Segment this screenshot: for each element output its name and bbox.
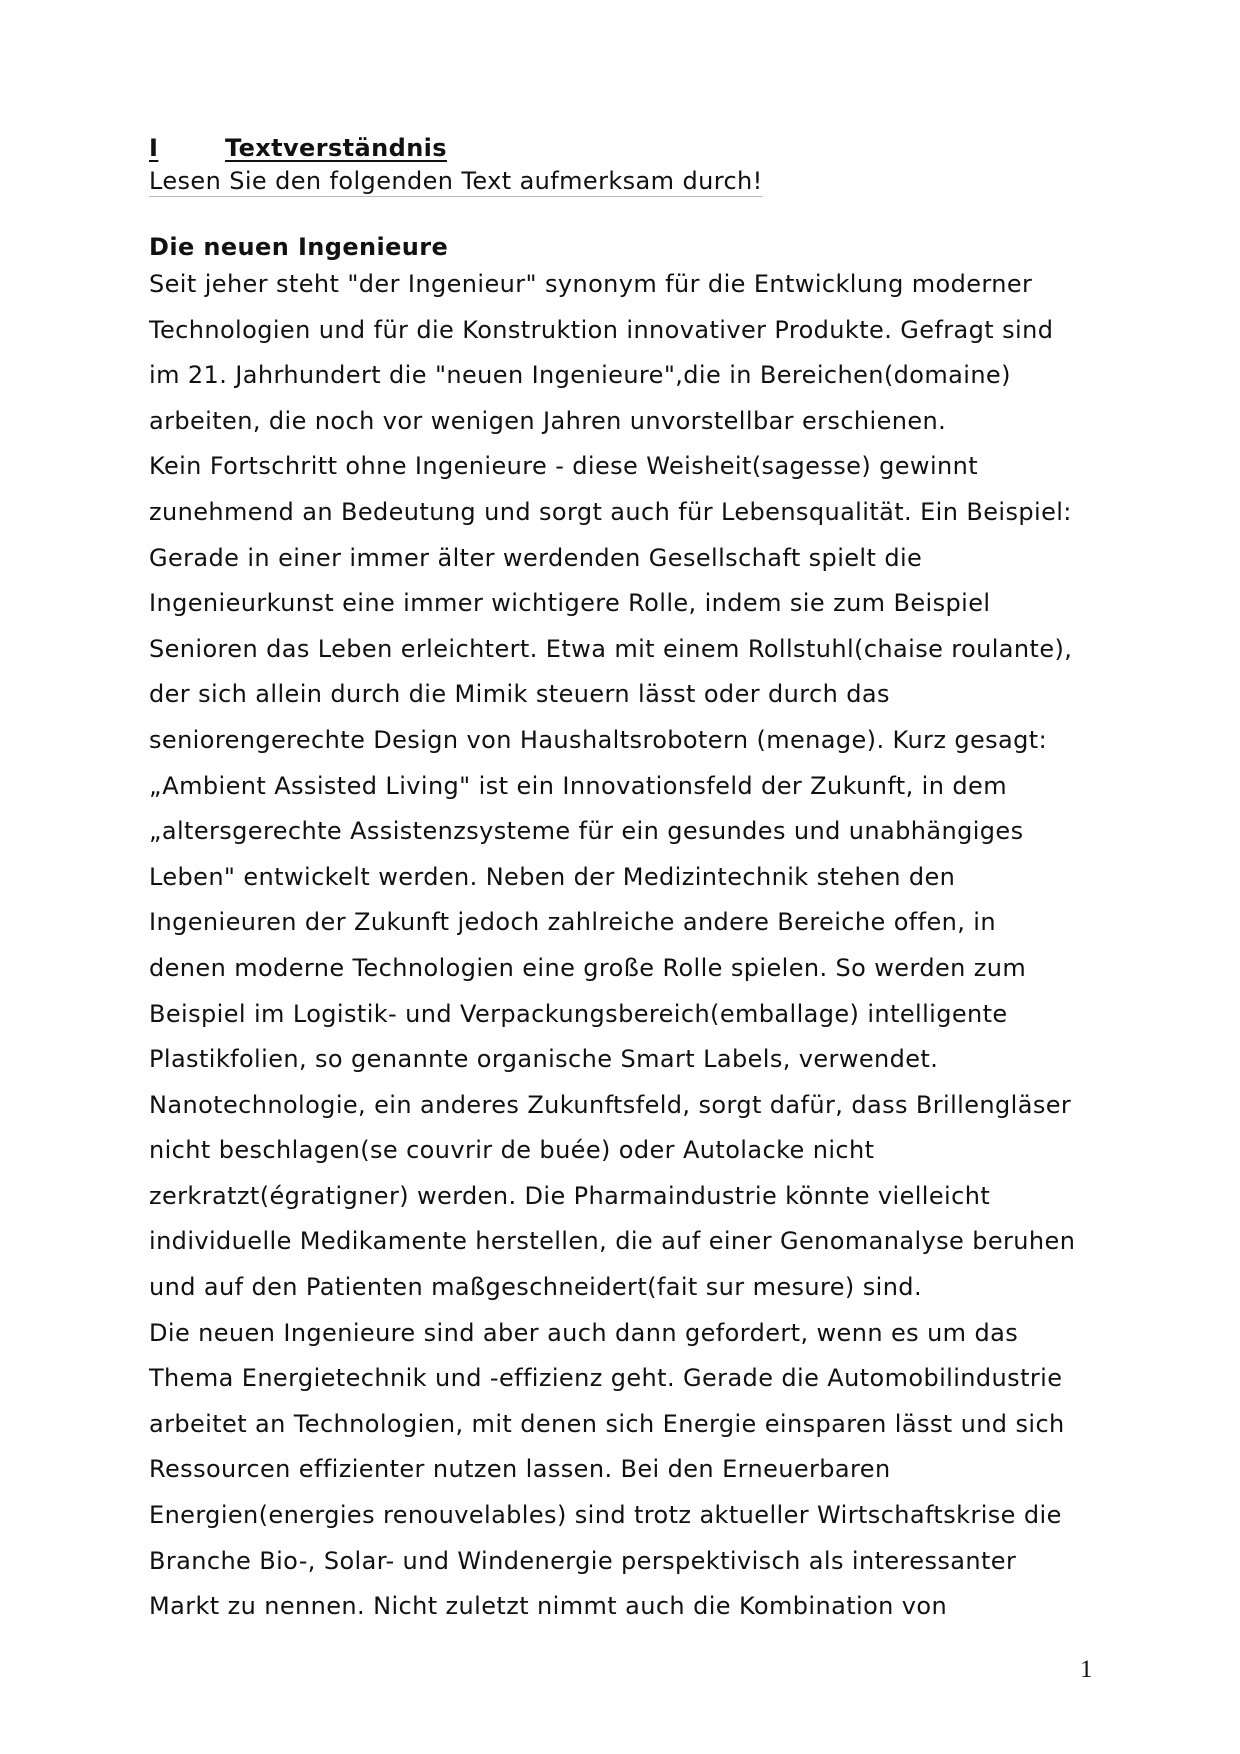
- page-number: 1: [1080, 1656, 1093, 1683]
- text-line: Leben" entwickelt werden. Neben der Medizintechnik stehen den: [149, 862, 956, 891]
- section-title: Textverständnis: [225, 134, 447, 162]
- text-line: Seit jeher steht "der Ingenieur" synonym für die Entwicklung moderner: [149, 270, 1033, 298]
- article-title: Die neuen Ingenieure: [149, 233, 449, 261]
- text-line: denen moderne Technologien eine große Rolle spielen. So werden zum: [149, 953, 1027, 982]
- text-line: der sich allein durch die Mimik steuern lässt oder durch das: [149, 680, 890, 709]
- text-line: arbeiten, die noch vor wenigen Jahren unvorstellbar erschienen.: [149, 406, 947, 435]
- text-line: Die neuen Ingenieure sind aber auch dann gefordert, wenn es um das: [149, 1318, 1019, 1347]
- text-line: Markt zu nennen. Nicht zuletzt nimmt auch die Kombination von: [149, 1592, 948, 1621]
- text-line: Gerade in einer immer älter werdenden Gesellschaft spielt die: [149, 543, 923, 572]
- instruction-text: Lesen Sie den folgenden Text aufmerksam durch!: [149, 167, 763, 195]
- text-line: im 21. Jahrhundert die "neuen Ingenieure",die in Bereichen(domaine): [149, 361, 1011, 390]
- text-line: seniorengerechte Design von Haushaltsrobotern (menage). Kurz gesagt:: [149, 725, 1048, 754]
- text-line: Plastikfolien, so genannte organische Smart Labels, verwendet.: [149, 1045, 939, 1074]
- section-number: I: [149, 134, 159, 162]
- text-line: Ingenieuren der Zukunft jedoch zahlreiche andere Bereiche offen, in: [149, 908, 996, 937]
- text-line: Nanotechnologie, ein anderes Zukunftsfeld, sorgt dafür, dass Brillengläser: [149, 1090, 1072, 1119]
- text-line: „altersgerechte Assistenzsysteme für ein gesundes und unabhängiges: [149, 817, 1024, 846]
- text-line: und auf den Patienten maßgeschneidert(fait sur mesure) sind.: [149, 1273, 922, 1302]
- text-line: Ressourcen effizienter nutzen lassen. Bei den Erneuerbaren: [149, 1455, 891, 1484]
- text-line: Branche Bio-, Solar- und Windenergie perspektivisch als interessanter: [149, 1546, 1017, 1575]
- text-line: Senioren das Leben erleichtert. Etwa mit einem Rollstuhl(chaise roulante),: [149, 634, 1073, 663]
- text-line: Technologien und für die Konstruktion innovativer Produkte. Gefragt sind: [149, 315, 1054, 344]
- text-line: Ingenieurkunst eine immer wichtigere Rolle, indem sie zum Beispiel: [149, 589, 991, 618]
- text-line: individuelle Medikamente herstellen, die auf einer Genomanalyse beruhen: [149, 1227, 1076, 1256]
- paragraph-spacer: [149, 198, 1109, 232]
- text-line: Kein Fortschritt ohne Ingenieure - diese Weisheit(sagesse) gewinnt: [149, 452, 979, 481]
- text-line: arbeitet an Technologien, mit denen sich Energie einsparen lässt und sich: [149, 1409, 1065, 1438]
- section-heading: [149, 132, 1109, 164]
- text-line: zunehmend an Bedeutung und sorgt auch für Lebensqualität. Ein Beispiel:: [149, 497, 1072, 526]
- text-line: nicht beschlagen(se couvrir de buée) oder Autolacke nicht: [149, 1136, 875, 1165]
- text-line: zerkratzt(égratigner) werden. Die Pharmaindustrie könnte vielleicht: [149, 1181, 991, 1210]
- page-content: [149, 132, 1109, 1630]
- text-line: Beispiel im Logistik- und Verpackungsbereich(emballage) intelligente: [149, 999, 1008, 1028]
- text-line: „Ambient Assisted Living" ist ein Innovationsfeld der Zukunft, in dem: [149, 771, 1007, 800]
- text-line: Thema Energietechnik und -effizienz geht. Gerade die Automobilindustrie: [149, 1364, 1063, 1393]
- text-line: Energien(energies renouvelables) sind trotz aktueller Wirtschaftskrise die: [149, 1501, 1062, 1530]
- article-body: [149, 262, 1109, 1630]
